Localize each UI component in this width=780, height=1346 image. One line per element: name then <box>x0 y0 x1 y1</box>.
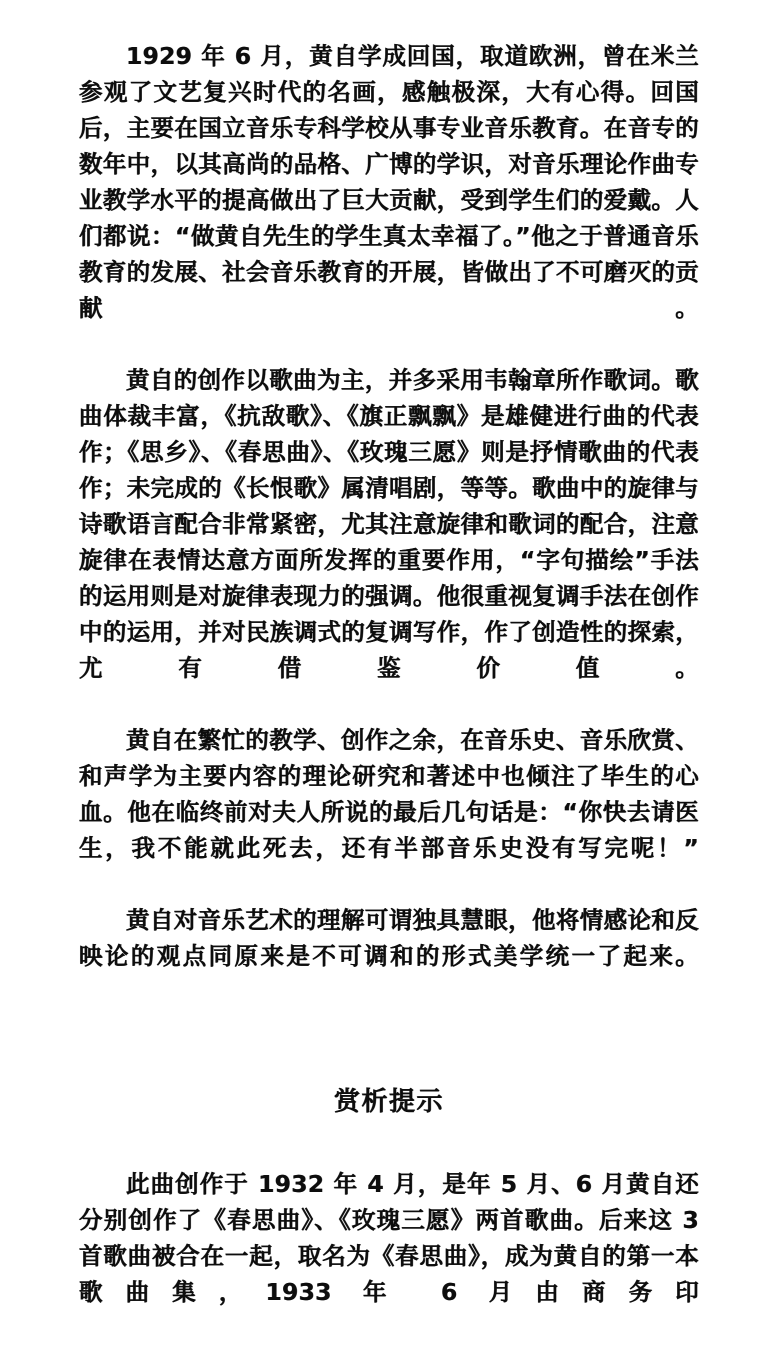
section-paragraph: 此曲创作于 1932 年 4 月，是年 5 月、6 月黄自还分别创作了《春思曲》、《玫瑰三愿》两首歌曲。后来这 3 首歌曲被合在一起，取名为《春思曲》，成为黄自的第一本歌曲集，1933 年 6 月由商务印 <box>79 1170 699 1306</box>
body-paragraph: 黄自在繁忙的教学、创作之余，在音乐史、音乐欣赏、和声学为主要内容的理论研究和著述中也倾注了毕生的心血。他在临终前对夫人所说的最后几句话是：“你快去请医生，我不能就此死去，还有半部音乐史没有写完呢！” <box>79 726 699 862</box>
body-paragraph: 黄自的创作以歌曲为主，并多采用韦翰章所作歌词。歌曲体裁丰富，《抗敌歌》、《旗正飘飘》是雄健进行曲的代表作；《思乡》、《春思曲》、《玫瑰三愿》则是抒情歌曲的代表作；未完成的《长恨歌》属清唱剧，等等。歌曲中的旋律与诗歌语言配合非常紧密，尤其注意旋律和歌词的配合，注意旋律在表情达意方面所发挥的重要作用，“字句描绘”手法的运用则是对旋律表现力的强调。他很重视复调手法在创作中的运用，并对民族调式的复调写作，作了创造性的探索，尤有借鉴价值。 <box>79 366 699 682</box>
body-paragraph: 1929 年 6 月，黄自学成回国，取道欧洲，曾在米兰参观了文艺复兴时代的名画，感触极深，大有心得。回国后，主要在国立音乐专科学校从事专业音乐教育。在音专的数年中，以其高尚的品格、广博的学识，对音乐理论作曲专业教学水平的提高做出了巨大贡献，受到学生们的爱戴。人们都说：“做黄自先生的学生真太幸福了。”他之于普通音乐教育的发展、社会音乐教育的开展，皆做出了不可磨灭的贡献。 <box>79 42 699 322</box>
vertical-spacer <box>79 1010 699 1084</box>
body-paragraph: 黄自对音乐艺术的理解可谓独具慧眼，他将情感论和反映论的观点同原来是不可调和的形式美学统一了起来。 <box>79 906 699 970</box>
section-heading: 赏析提示 <box>333 1087 444 1117</box>
text-column <box>79 38 699 1346</box>
vertical-spacer <box>79 1120 699 1166</box>
